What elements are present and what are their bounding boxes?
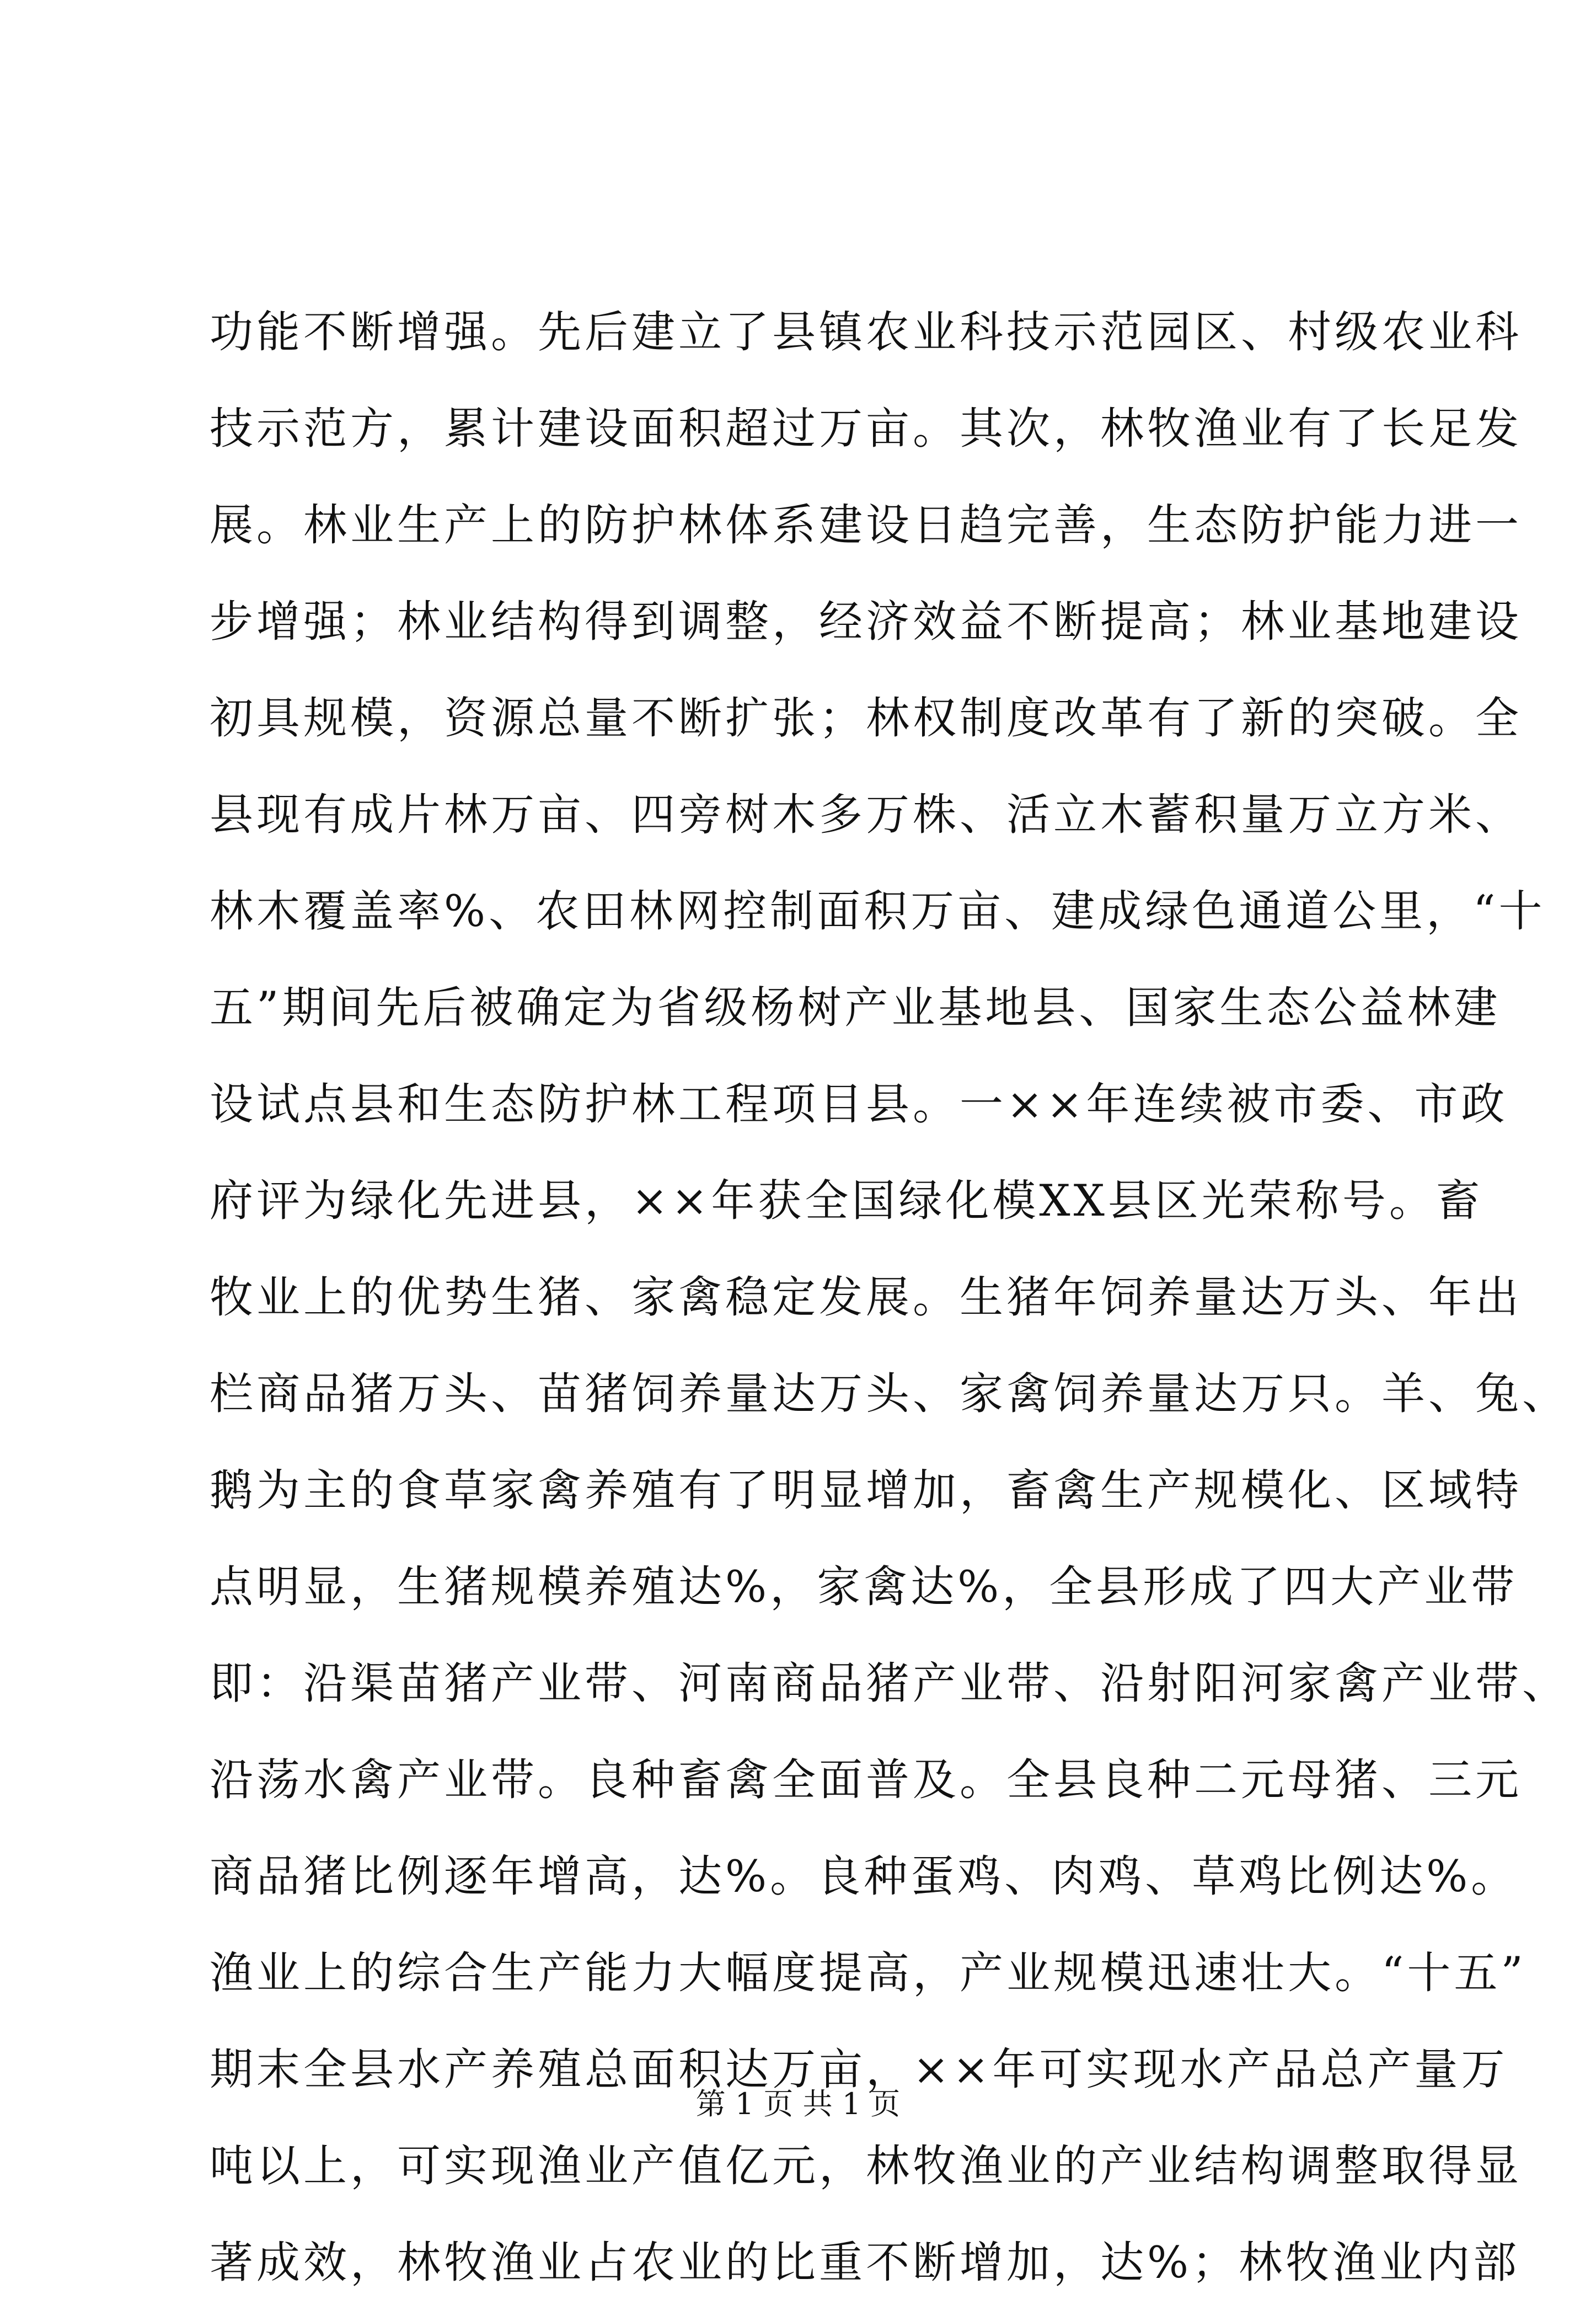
text-line: 府评为绿化先进县，××年获全国绿化模XX县区光荣称号。畜 (210, 1175, 1483, 1226)
text-line: 点明显，生猪规模养殖达%，家禽达%，全县形成了四大产业带 (210, 1561, 1518, 1612)
text-line: 展。林业生产上的防护林体系建设日趋完善，生态防护能力进一 (210, 500, 1522, 550)
text-line: 沿荡水禽产业带。良种畜禽全面普及。全县良种二元母猪、三元 (210, 1754, 1522, 1805)
text-line: 牧业上的优势生猪、家禽稳定发展。生猪年饲养量达万头、年出 (210, 1272, 1522, 1323)
text-line: 林木覆盖率%、农田林网控制面积万亩、建成绿色通道公里，“十 (210, 886, 1546, 937)
body-paragraph (210, 284, 1569, 2311)
text-line: 鹅为主的食草家禽养殖有了明显增加，畜禽生产规模化、区域特 (210, 1465, 1522, 1516)
text-line: 著成效，林牧渔业占农业的比重不断增加，达%；林牧渔业内部 (210, 2237, 1520, 2288)
text-line: 期末全县水产养殖总面积达万亩，××年可实现水产品总产量万 (210, 2044, 1508, 2095)
text-line: 功能不断增强。先后建立了县镇农业科技示范园区、村级农业科 (210, 307, 1522, 357)
text-line: 步增强；林业结构得到调整，经济效益不断提高；林业基地建设 (210, 596, 1522, 647)
text-line: 渔业上的综合生产能力大幅度提高，产业规模迅速壮大。“十五” (210, 1948, 1527, 1998)
text-line: 栏商品猪万头、苗猪饲养量达万头、家禽饲养量达万只。羊、兔、 (210, 1368, 1569, 1419)
text-line: 设试点县和生态防护林工程项目县。一××年连续被市委、市政 (210, 1079, 1508, 1130)
text-line: 吨以上，可实现渔业产值亿元，林牧渔业的产业结构调整取得显 (210, 2141, 1522, 2191)
text-line: 初具规模，资源总量不断扩张；林权制度改革有了新的突破。全 (210, 693, 1522, 743)
page-footer (0, 2082, 1596, 2126)
text-line: 技示范方，累计建设面积超过万亩。其次，林牧渔业有了长足发 (210, 403, 1522, 454)
page-number-label: 第 1 页 共 1 页 (695, 2087, 901, 2121)
text-line: 五”期间先后被确定为省级杨树产业基地县、国家生态公益林建 (210, 982, 1501, 1033)
text-line: 县现有成片林万亩、四旁树木多万株、活立木蓄积量万立方米、 (210, 789, 1522, 840)
text-line: 商品猪比例逐年增高，达%。良种蛋鸡、肉鸡、草鸡比例达%。 (210, 1851, 1518, 1902)
text-line: 即：沿渠苗猪产业带、河南商品猪产业带、沿射阳河家禽产业带、 (210, 1658, 1569, 1709)
